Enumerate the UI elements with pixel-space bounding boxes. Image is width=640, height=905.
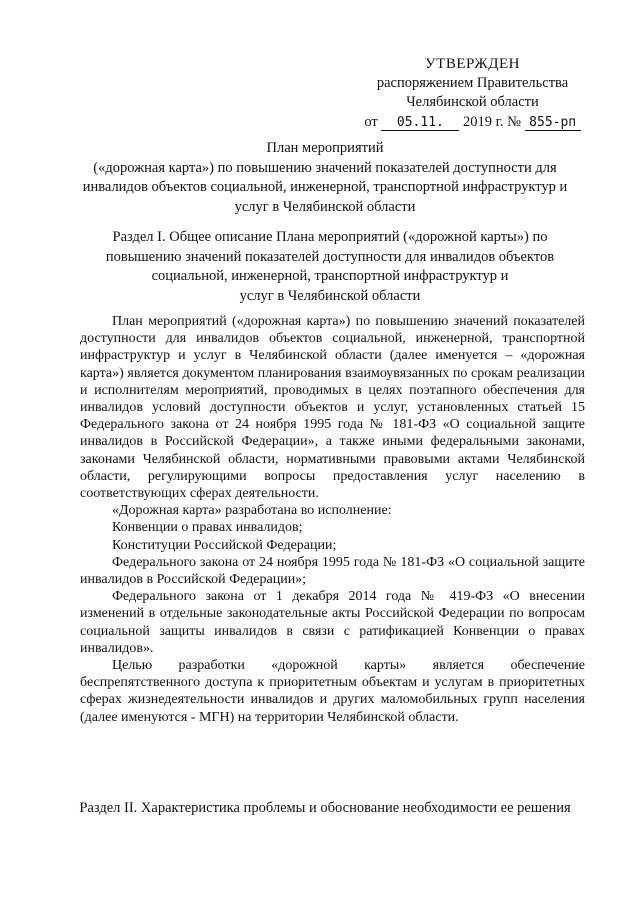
paragraph: Целью разработки «дорожной карты» является обеспечение беспрепятственного доступа к приоритетным объектам и услугам в приоритетных сферах жизнедеятельности инвалидов и других маломобильных групп населения (далее именуются - МГН) на территории Челябинской области. <box>80 658 585 725</box>
year-text: 2019 г. № <box>463 114 522 130</box>
section-2-heading: Раздел II. Характеристика проблемы и обоснование необходимости ее решения <box>79 800 571 816</box>
plan-title-line-2: («дорожная карта») по повышению значений показателей доступности для <box>93 159 557 176</box>
date-prefix: от <box>364 114 378 130</box>
approval-line-1: распоряжением Правительства <box>376 75 569 91</box>
section-1-line-3: социальной, инженерной, транспортной инфраструктур и <box>151 268 509 284</box>
section-1-body <box>80 313 585 726</box>
paragraph: Федерального закона от 24 ноября 1995 года № 181-ФЗ «О социальной защите инвалидов в Российской Федерации»; <box>80 554 585 588</box>
plan-title-line-4: услуг в Челябинской области <box>234 198 416 215</box>
section-1-line-2: повышению значений показателей доступности для инвалидов объектов <box>105 248 555 265</box>
paragraph: Конвенции о правах инвалидов; <box>112 520 303 536</box>
paragraph: Федерального закона от 1 декабря 2014 года № 419-ФЗ «О внесении изменений в отдельные законодательные акты Российской Федерации по вопросам социальной защиты инвалидов в связи с ратификацией Конвенции о правах инвалидов». <box>80 589 585 656</box>
approval-line-2: Челябинской области <box>406 94 539 110</box>
section-1-heading <box>80 228 580 306</box>
date-value: 05.11. <box>381 115 459 131</box>
plan-title-line-1: План мероприятий <box>266 140 384 156</box>
order-number: 855-рп <box>525 115 581 131</box>
approval-stamp <box>360 55 585 132</box>
paragraph: Конституции Российской Федерации; <box>112 537 337 553</box>
section-1-line-4: услуг в Челябинской области <box>239 287 421 304</box>
paragraph: «Дорожная карта» разработана во исполнение: <box>112 503 392 519</box>
approval-date-line <box>360 113 585 132</box>
paragraph: План мероприятий («дорожная карта») по повышению значений показателей доступности для инвалидов объектов социальной, инженерной, транспортной инфраструктур и услуг в Челябинской области (далее именуется – «дорожная карта») является документом планирования взаимоувязанных по срокам реализации и исполнителям мероприятий, проводимых в целях поэтапного обеспечения для инвалидов условий доступности объектов и услуг, установленных статьей 15 Федерального закона от 24 ноября 1995 года № 181-ФЗ «О социальной защите инвалидов в Российской Федерации», а также иными федеральными законами, законами Челябинской области, нормативными правовыми актами Челябинской области, регулирующими вопросы предоставления услуг населению в соответствующих сферах деятельности. <box>80 314 585 502</box>
section-1-line-1: Раздел I. Общее описание Плана мероприятий («дорожной карты») по <box>112 229 548 245</box>
plan-title <box>70 139 580 217</box>
plan-title-line-3: инвалидов объектов социальной, инженерной, транспортной инфраструктур и <box>82 179 568 195</box>
approval-title: УТВЕРЖДЕН <box>425 56 520 72</box>
